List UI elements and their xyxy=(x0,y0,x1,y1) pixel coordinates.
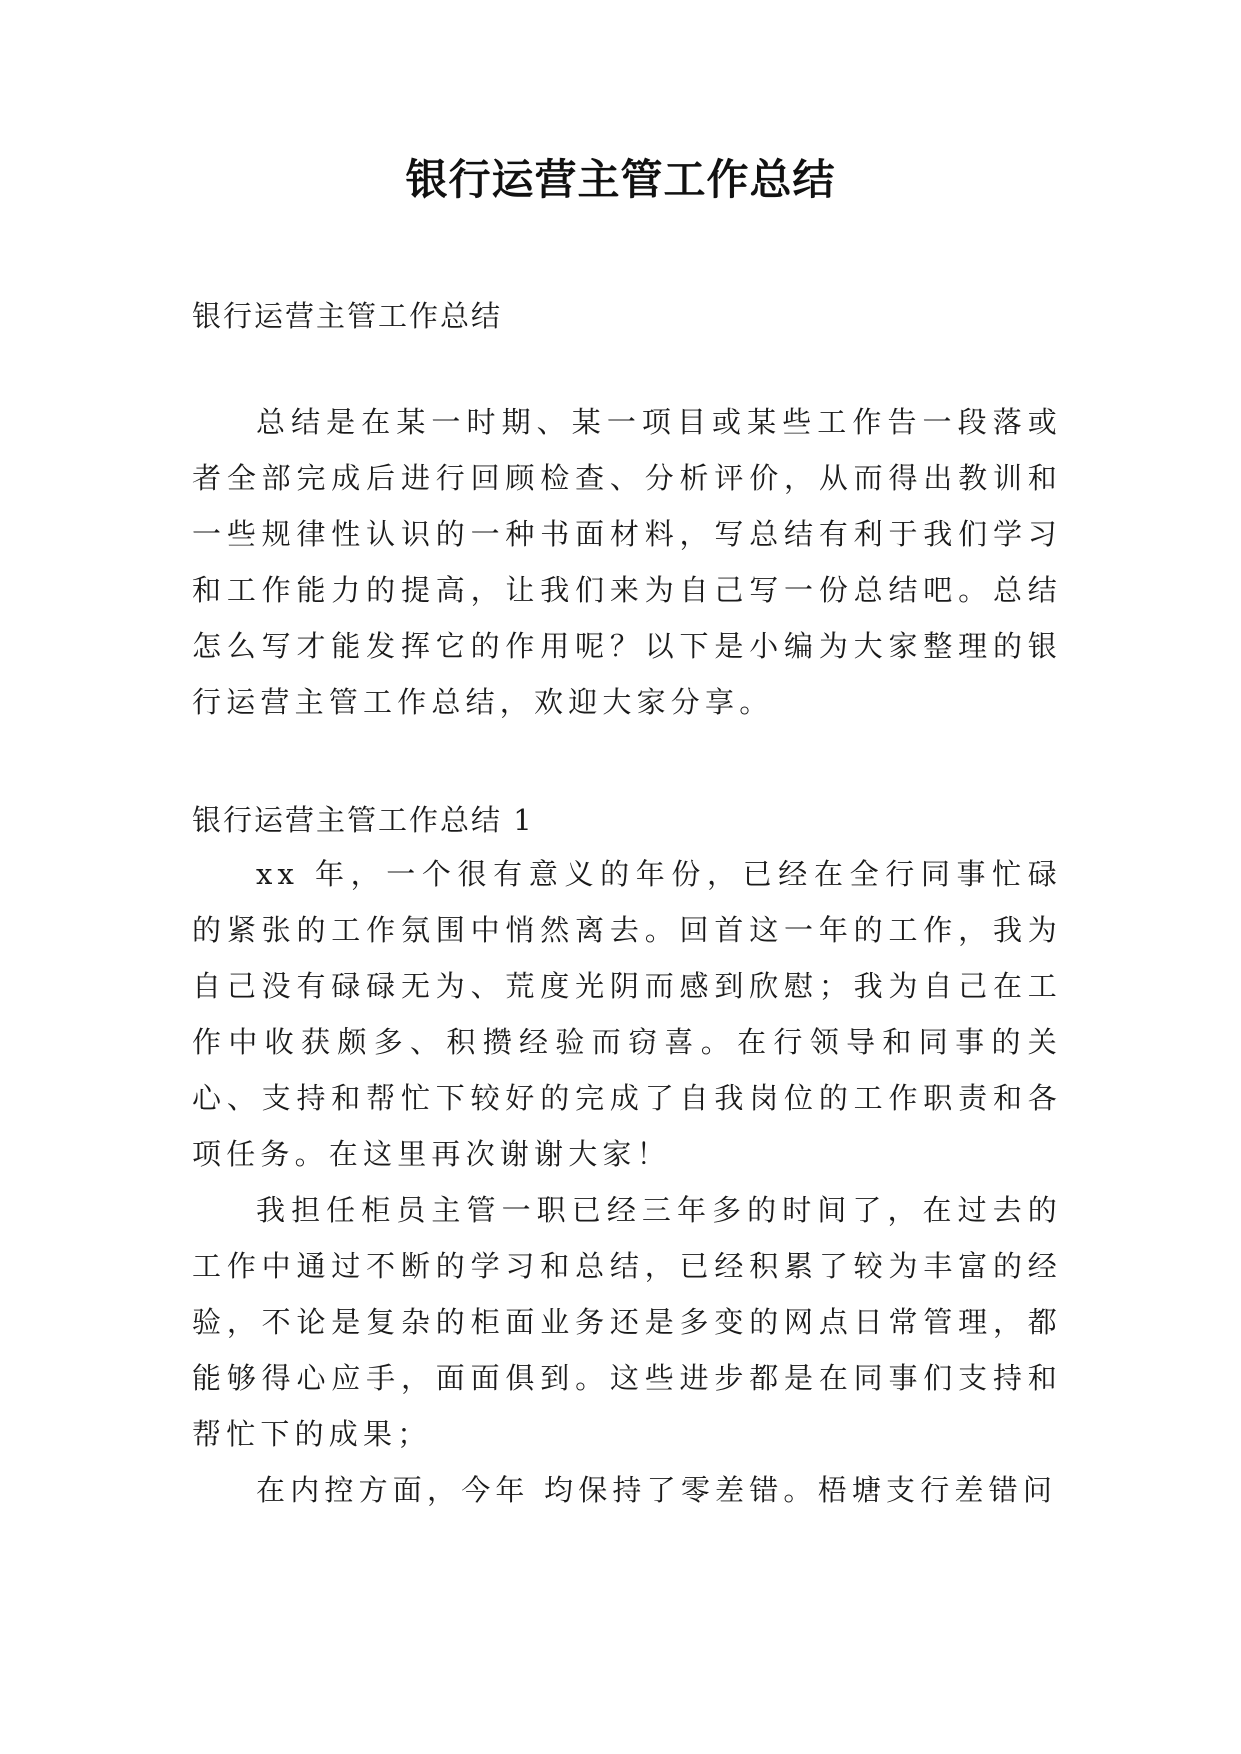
body-paragraph: 在内控方面，今年 均保持了零差错。梧塘支行差错问 xyxy=(256,1473,1058,1507)
intro-paragraph: 总结是在某一时期、某一项目或某些工作告一段落或者全部完成后进行回顾检查、分析评价，从而得出教训和一些规律性认识的一种书面材料，写总结有利于我们学习和工作能力的提高，让我们来为自己写一份总结吧。总结怎么写才能发挥它的作用呢？以下是小编为大家整理的银行运营主管工作总结，欢迎大家分享。 xyxy=(192,405,1062,719)
section-heading: 银行运营主管工作总结 1 xyxy=(192,803,534,837)
document-body xyxy=(192,290,1062,1518)
document-subtitle: 银行运营主管工作总结 xyxy=(192,299,503,333)
body-paragraph: xx 年，一个很有意义的年份，已经在全行同事忙碌的紧张的工作氛围中悄然离去。回首这一年的工作，我为自己没有碌碌无为、荒度光阴而感到欣慰；我为自己在工作中收获颇多、积攒经验而窃喜。在行领导和同事的关心、支持和帮忙下较好的完成了自我岗位的工作职责和各项任务。在这里再次谢谢大家！ xyxy=(192,857,1062,1171)
document-title: 银行运营主管工作总结 xyxy=(405,155,836,204)
body-paragraph: 我担任柜员主管一职已经三年多的时间了，在过去的工作中通过不断的学习和总结，已经积累了较为丰富的经验，不论是复杂的柜面业务还是多变的网点日常管理，都能够得心应手，面面俱到。这些进步都是在同事们支持和帮忙下的成果； xyxy=(192,1193,1062,1451)
